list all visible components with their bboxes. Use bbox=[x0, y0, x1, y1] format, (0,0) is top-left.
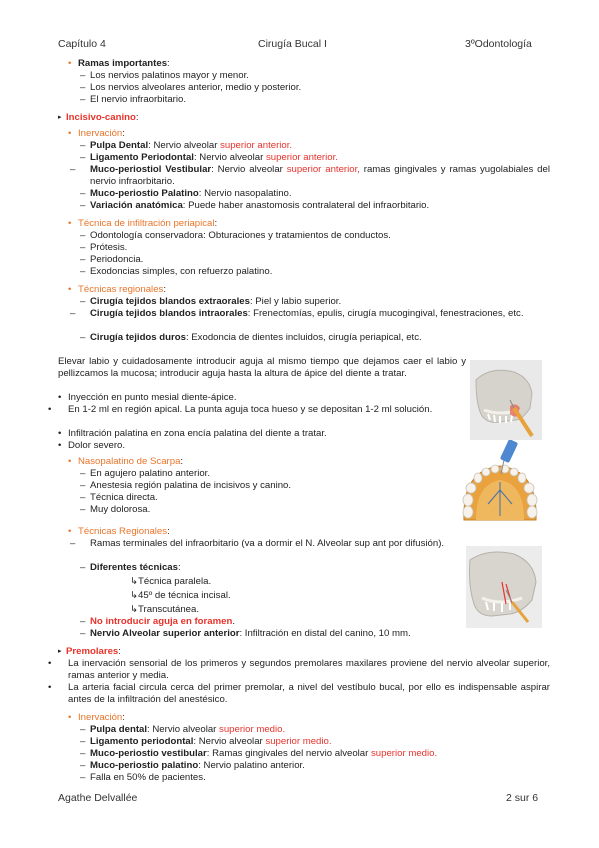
list-item: • Infiltración palatina en zona encía palatina del diente a tratar. bbox=[58, 428, 327, 439]
list-item: – Muco-periostio Palatino: Nervio nasopalatino. bbox=[80, 188, 292, 199]
sub-item: ↳Transcutánea. bbox=[130, 604, 200, 615]
list-item: • Dolor severo. bbox=[58, 440, 126, 451]
sub-item: ↳45º de técnica incisal. bbox=[130, 590, 231, 601]
list-item: – Prótesis. bbox=[80, 242, 128, 253]
triangle-bullet-icon: ▸ bbox=[58, 114, 62, 121]
list-item: – El nervio infraorbitario. bbox=[80, 94, 186, 105]
list-item: – Pulpa Dental: Nervio alveolar superior anterior. bbox=[80, 140, 293, 151]
list-item: • En 1-2 ml en región apical. La punta aguja toca hueso y se depositan 1-2 ml solución. bbox=[48, 404, 433, 415]
list-item: • Inyección en punto mesial diente-ápice. bbox=[58, 392, 237, 403]
list-item: • La arteria facial circula cerca del primer premolar, a nivel del vestíbulo bucal, por ello es indispensable aspirar antes de la infiltración del anestésico. bbox=[48, 682, 550, 705]
list-item: – Ramas terminales del infraorbitario (va a dormir el N. Alveolar sup ant por difusión). bbox=[70, 538, 445, 549]
premolares-heading: ▸ Premolares: bbox=[58, 646, 121, 657]
list-item: – Muco-periostiol Vestibular: Nervio alveolar superior anterior, ramas gingivales y ramas yugolabiales del nervio infraorbitario. bbox=[70, 164, 550, 187]
list-item: – Técnica directa. bbox=[80, 492, 158, 503]
list-item: • La inervación sensorial de los primeros y segundos premolares maxilares proviene del nervio alveolar superior, ramas anterior y media. bbox=[48, 658, 550, 681]
skull-injection-illustration bbox=[470, 360, 542, 440]
sub-item: ↳Técnica paralela. bbox=[130, 576, 212, 587]
paragraph: Elevar labio y cuidadosamente introducir aguja al mismo tiempo que dejamos caer el labio y pellizcamos la mucosa; introducir aguja hasta la altura de ápice del diente a tratar. bbox=[58, 356, 466, 379]
list-item: – Periodoncia. bbox=[80, 254, 144, 265]
list-item: – Los nervios alveolares anterior, medio y posterior. bbox=[80, 82, 302, 93]
list-item: – Ligamento periodontal: Nervio alveolar superior medio. bbox=[80, 736, 332, 747]
header-chapter: Capítulo 4 bbox=[58, 38, 106, 50]
list-item: – Exodoncias simples, con refuerzo palatino. bbox=[80, 266, 273, 277]
list-item: – Diferentes técnicas: bbox=[80, 562, 181, 573]
list-item: – Odontología conservadora: Obturaciones y tratamientos de conductos. bbox=[80, 230, 391, 241]
list-item: – No introducir aguja en foramen. bbox=[80, 616, 235, 627]
list-item: – Los nervios palatinos mayor y menor. bbox=[80, 70, 249, 81]
list-item: – Anestesia región palatina de incisivos y canino. bbox=[80, 480, 292, 491]
list-item: – Variación anatómica: Puede haber anastomosis contralateral del infraorbitario. bbox=[80, 200, 430, 211]
list-item: – En agujero palatino anterior. bbox=[80, 468, 211, 479]
list-item: – Muy dolorosa. bbox=[80, 504, 151, 515]
list-item: – Cirugía tejidos blandos intraorales: Frenectomías, epulis, cirugía mucogingival, fenestraciones, etc. bbox=[70, 308, 524, 319]
palate-arch-illustration bbox=[456, 440, 544, 532]
inervacion2-heading: • Inervación: bbox=[68, 712, 125, 723]
list-item: – Cirugía tejidos duros: Exodoncia de dientes incluidos, cirugía periapical, etc. bbox=[80, 332, 422, 343]
triangle-bullet-icon: ▸ bbox=[58, 648, 62, 655]
list-item: – Muco-periostio palatino: Nervio palatino anterior. bbox=[80, 760, 305, 771]
footer-author: Agathe Delvallée bbox=[58, 792, 138, 804]
footer-page: 2 sur 6 bbox=[506, 792, 539, 804]
nasopalatino-heading: • Nasopalatino de Scarpa: bbox=[68, 456, 184, 467]
header-course: 3ºOdontología bbox=[465, 38, 532, 50]
incisivo-heading: ▸ Incisivo-canino: bbox=[58, 112, 139, 123]
regionales2-heading: • Técnicas Regionales: bbox=[68, 526, 170, 537]
list-item: – Ligamento Periodontal: Nervio alveolar superior anterior. bbox=[80, 152, 338, 163]
list-item: – Pulpa dental: Nervio alveolar superior medio. bbox=[80, 724, 286, 735]
list-item: – Cirugía tejidos blandos extraorales: Piel y labio superior. bbox=[80, 296, 342, 307]
header-subject: Cirugía Bucal I bbox=[258, 38, 327, 50]
regionales-heading: • Técnicas regionales: bbox=[68, 284, 166, 295]
skull-anterior-injection-illustration bbox=[466, 546, 542, 628]
ramas-heading: • Ramas importantes: bbox=[68, 58, 170, 69]
list-item: – Muco-periostio vestibular: Ramas gingivales del nervio alveolar superior medio. bbox=[80, 748, 438, 759]
inervacion-heading: • Inervación: bbox=[68, 128, 125, 139]
list-item: – Nervio Alveolar superior anterior: Infiltración en distal del canino, 10 mm. bbox=[80, 628, 411, 639]
list-item: – Falla en 50% de pacientes. bbox=[80, 772, 206, 783]
tecnica-heading: • Técnica de infiltración periapical: bbox=[68, 218, 218, 229]
